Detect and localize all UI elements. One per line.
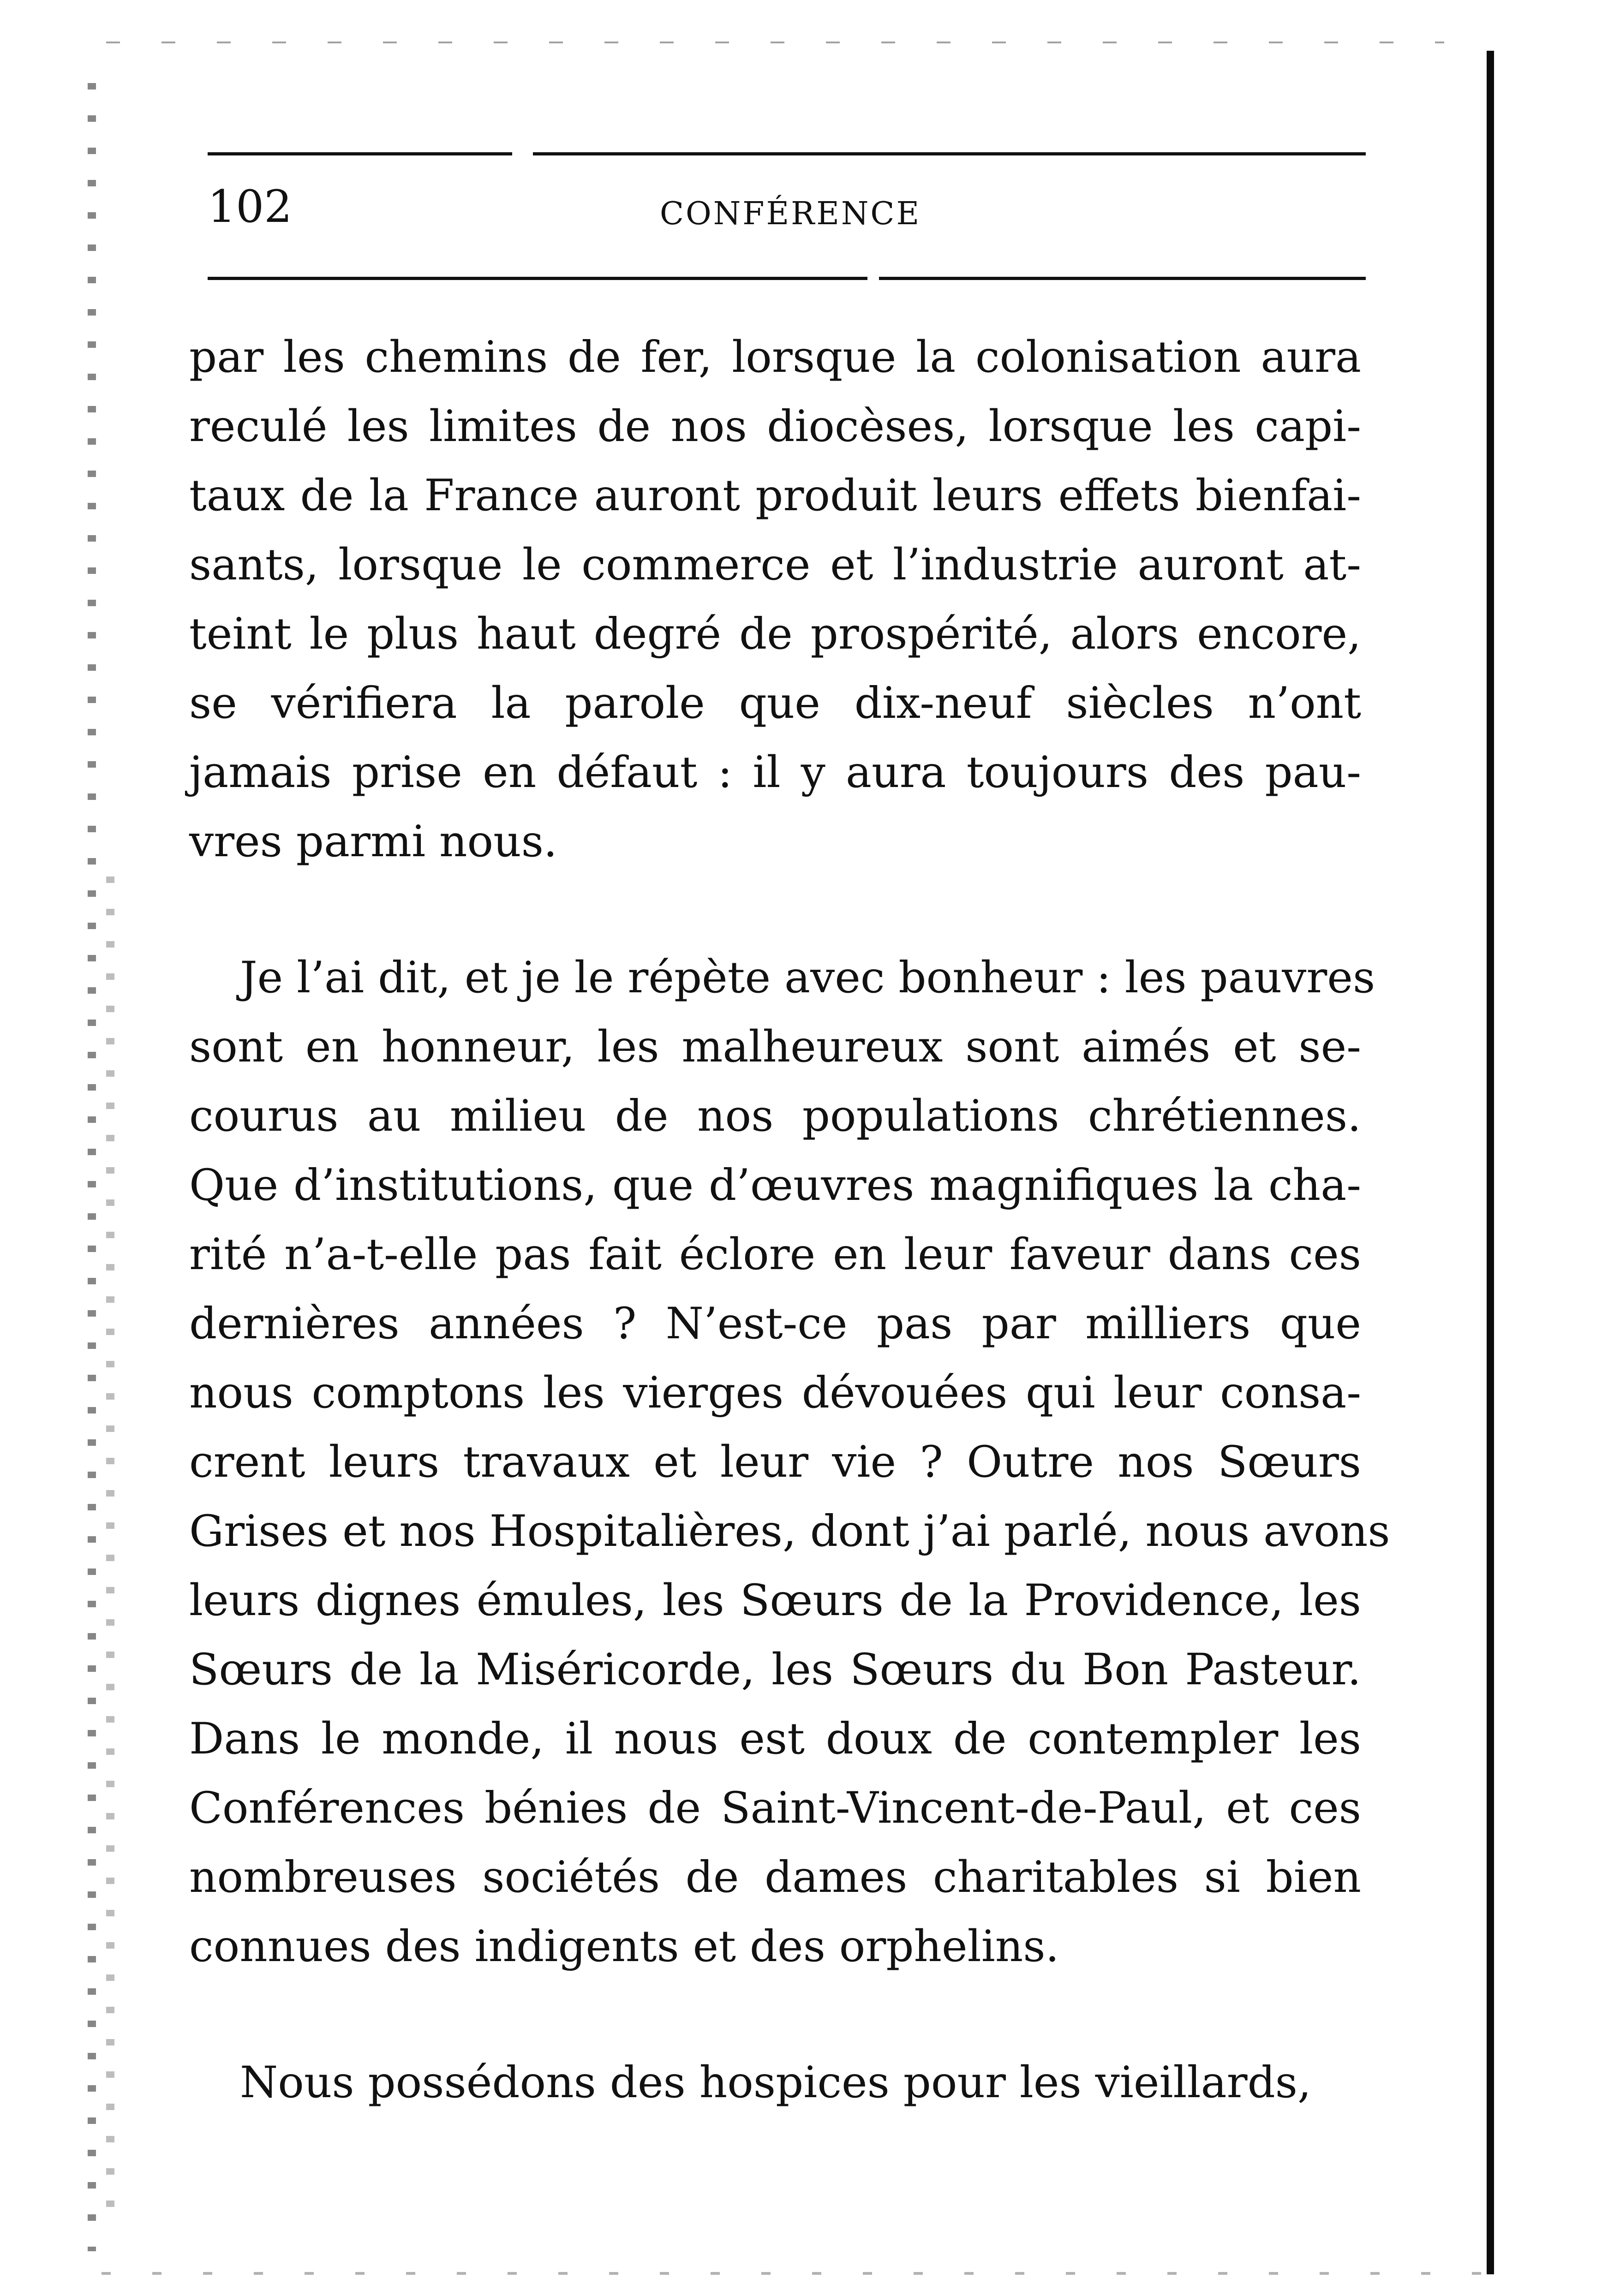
header-rule-top-right xyxy=(533,152,1366,155)
text-line: Que d’institutions, que d’œuvres magnifiques la cha- xyxy=(189,1160,1361,1211)
text-line: Conférences bénies de Saint-Vincent-de-Paul, et ces xyxy=(189,1783,1361,1833)
paragraph xyxy=(189,2048,1361,2117)
scan-artifact-left-edge-inner xyxy=(106,877,114,2214)
text-line: Dans le monde, il nous est doux de contempler les xyxy=(189,1714,1361,1764)
text-line: connues des indigents et des orphelins. xyxy=(189,1921,1059,1972)
text-line: teint le plus haut degré de prospérité, alors encore, xyxy=(189,609,1361,659)
text-line: rité n’a-t-elle pas fait éclore en leur faveur dans ces xyxy=(189,1229,1361,1280)
text-line: Je l’ai dit, et je le répète avec bonheur : les pauvres xyxy=(240,953,1375,1003)
page-number: 102 xyxy=(208,181,293,233)
text-line: Sœurs de la Miséricorde, les Sœurs du Bon Pasteur. xyxy=(189,1645,1361,1695)
text-line: leurs dignes émules, les Sœurs de la Providence, les xyxy=(189,1575,1361,1626)
paragraph xyxy=(189,943,1390,1981)
scan-artifact-right-edge xyxy=(1487,51,1494,2274)
text-line: dernières années ? N’est-ce pas par milliers que xyxy=(189,1299,1361,1349)
text-line: sont en honneur, les malheureux sont aimés et se- xyxy=(189,1022,1361,1072)
paragraph xyxy=(189,323,1361,877)
scan-artifact-left-edge xyxy=(88,83,96,2251)
text-line: courus au milieu de nos populations chrétiennes. xyxy=(189,1091,1361,1141)
scan-artifact-top xyxy=(106,42,1444,43)
text-line: par les chemins de fer, lorsque la colonisation aura xyxy=(189,332,1361,382)
header-rule-bottom-left xyxy=(208,277,867,280)
text-line: se vérifiera la parole que dix-neuf siècles n’ont xyxy=(189,678,1361,728)
running-title: CONFÉRENCE xyxy=(660,196,921,232)
text-line: Grises et nos Hospitalières, dont j’ai parlé, nous avons xyxy=(189,1506,1390,1557)
text-line: nombreuses sociétés de dames charitables si bien xyxy=(189,1852,1361,1902)
text-line: crent leurs travaux et leur vie ? Outre nos Sœurs xyxy=(189,1437,1361,1487)
text-line: reculé les limites de nos diocèses, lorsque les capi- xyxy=(189,401,1361,452)
text-line: sants, lorsque le commerce et l’industrie auront at- xyxy=(189,540,1361,590)
header-rule-bottom-right xyxy=(879,277,1366,280)
scan-artifact-bottom xyxy=(102,2272,1486,2275)
text-line: taux de la France auront produit leurs effets bienfai- xyxy=(189,471,1361,521)
body-text xyxy=(189,323,1390,2117)
text-line: Nous possédons des hospices pour les vieillards, xyxy=(240,2057,1311,2108)
text-line: nous comptons les vierges dévouées qui leur consa- xyxy=(189,1368,1361,1418)
text-line: jamais prise en défaut : il y aura toujours des pau- xyxy=(189,747,1361,798)
header-rule-top-left xyxy=(208,152,512,155)
text-line: vres parmi nous. xyxy=(189,817,557,867)
